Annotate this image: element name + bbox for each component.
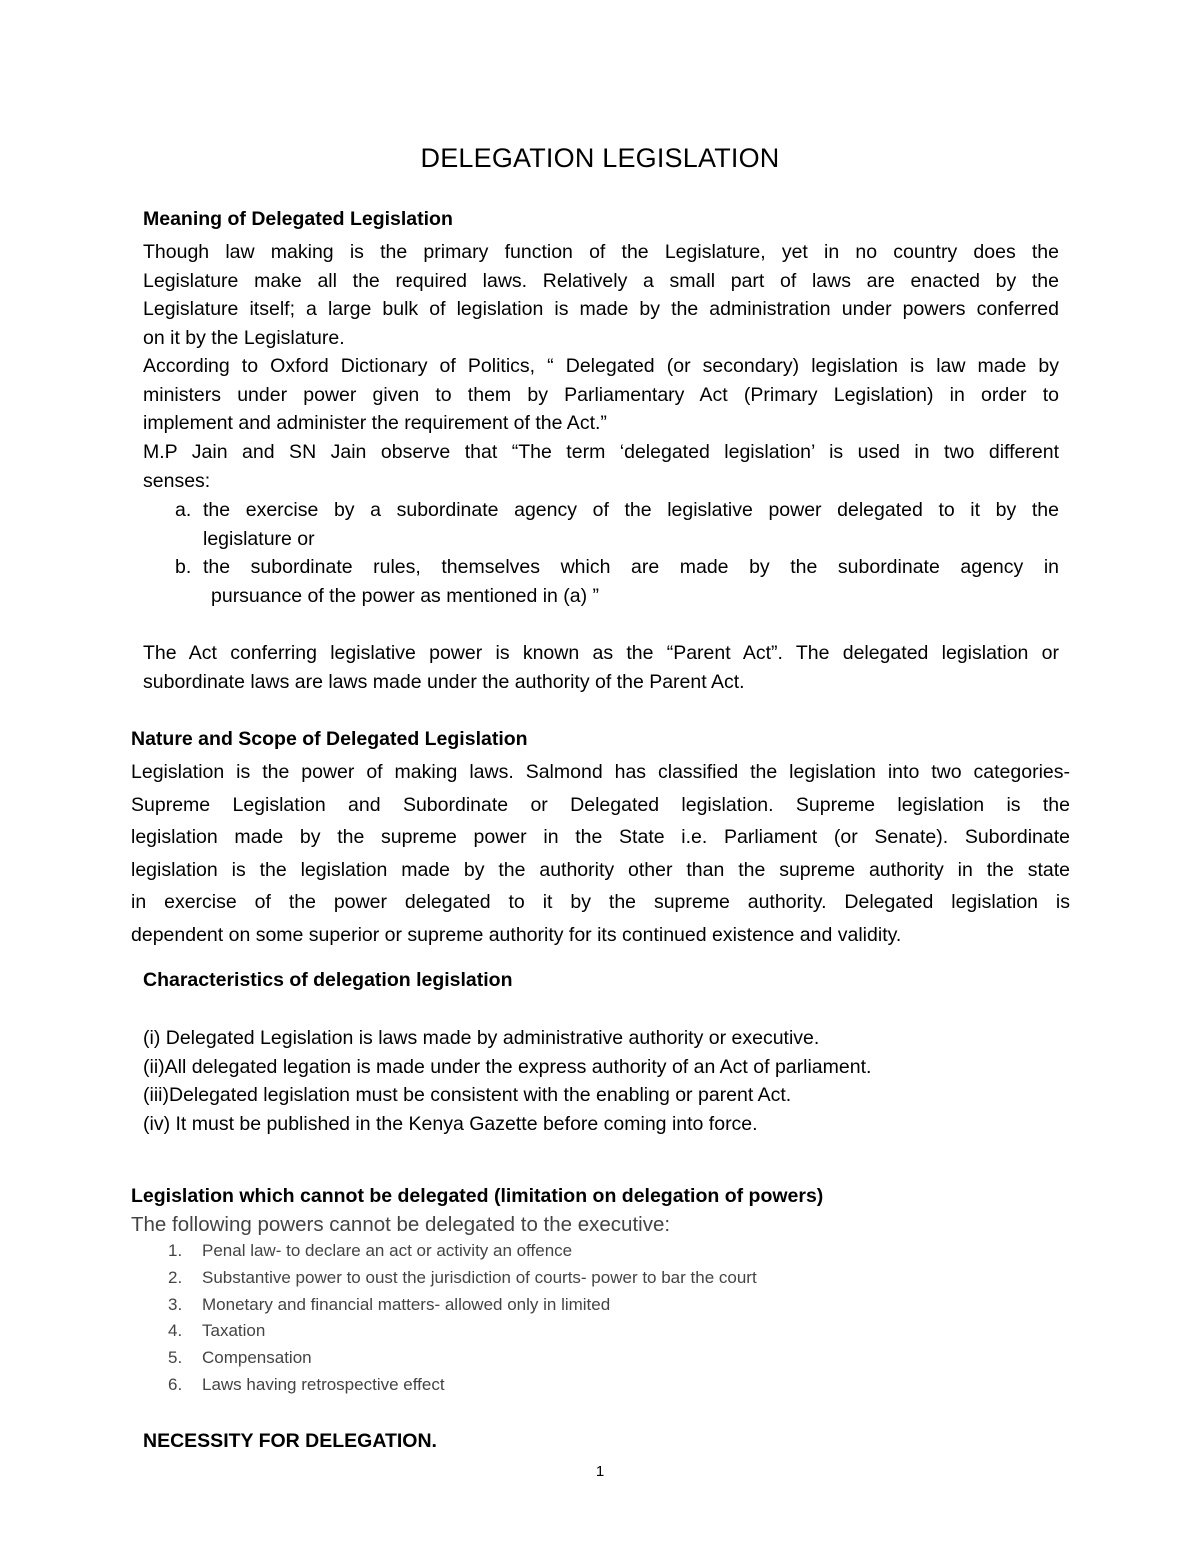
list-item [168,1268,928,1295]
list-marker: 5. [168,1348,183,1368]
text-line: According to Oxford Dictionary of Politics, “ Delegated (or secondary) legislation is law made by [143,355,1059,377]
list-marker: 6. [168,1374,183,1394]
heading-nature-scope: Nature and Scope of Delegated Legislation [131,728,528,750]
text-line: Legislature itself; a large bulk of legislation is made by the administration under powers conferred [143,298,1059,320]
list-item [203,553,1059,610]
text-line: pursuance of the power as mentioned in (a) ” [211,584,600,607]
limitation-list [168,1241,928,1402]
paragraph-parent-act [143,639,1059,696]
text-line: Legislature make all the required laws. Relatively a small part of laws are enacted by the [143,269,1059,292]
heading-characteristics: Characteristics of delegation legislation [143,969,513,991]
page-number: 1 [595,1463,605,1480]
list-item [168,1375,928,1402]
list-item: (iii)Delegated legislation must be consistent with the enabling or parent Act. [143,1084,792,1106]
document-title: DELEGATION LEGISLATION [420,143,780,173]
list-text: Monetary and financial matters- allowed only in limited [202,1294,611,1314]
list-item [203,496,1059,553]
text-line: legislation is the legislation made by the authority other than the supreme authority in the state [131,858,1070,881]
paragraph-nature-scope [131,756,1070,951]
list-item [168,1321,928,1348]
text-line: the exercise by a subordinate agency of the legislative power delegated to it by the [203,499,1059,521]
heading-meaning: Meaning of Delegated Legislation [143,208,453,230]
list-text: Compensation [202,1348,312,1368]
list-marker: 3. [168,1294,183,1314]
text-line: M.P Jain and SN Jain observe that “The term ‘delegated legislation’ is used in two different [143,441,1059,463]
characteristics-list [143,1024,1063,1138]
paragraph-meaning-2 [143,352,1059,438]
text-line: legislation made by the supreme power in the State i.e. Parliament (or Senate). Subordinate [131,826,1070,848]
text-line: Though law making is the primary function of the Legislature, yet in no country does the [143,241,1059,263]
paragraph-meaning-3 [143,438,1059,495]
list-text: Penal law- to declare an act or activity an offence [202,1241,573,1260]
text-line: senses: [143,469,211,492]
list-item [168,1295,928,1322]
list-marker: 1. [168,1241,183,1260]
list-text: Taxation [202,1321,266,1341]
list-marker: 4. [168,1321,183,1341]
list-item [168,1241,928,1268]
list-item: (iv) It must be published in the Kenya Gazette before coming into force. [143,1112,758,1135]
limitation-intro: The following powers cannot be delegated to the executive: [131,1213,671,1236]
list-marker: a. [175,499,192,521]
text-line: subordinate laws are laws made under the authority of the Parent Act. [143,670,745,693]
list-item: (i) Delegated Legislation is laws made by administrative authority or executive. [143,1027,820,1049]
text-line: implement and administer the requirement of the Act.” [143,412,607,434]
text-line: Supreme Legislation and Subordinate or Delegated legislation. Supreme legislation is the [131,793,1070,816]
heading-necessity: NECESSITY FOR DELEGATION. [143,1430,437,1452]
text-line: ministers under power given to them by Parliamentary Act (Primary Legislation) in order to [143,383,1059,406]
list-text: Substantive power to oust the jurisdiction of courts- power to bar the court [202,1267,757,1287]
text-line: The Act conferring legislative power is known as the “Parent Act”. The delegated legislation or [143,642,1059,664]
text-line: the subordinate rules, themselves which are made by the subordinate agency in [203,556,1059,578]
paragraph-meaning-1 [143,238,1059,352]
heading-limitation: Legislation which cannot be delegated (limitation on delegation of powers) [131,1185,824,1207]
list-item [168,1348,928,1375]
text-line: in exercise of the power delegated to it by the supreme authority. Delegated legislation is [131,891,1070,913]
text-line: dependent on some superior or supreme authority for its continued existence and validity. [131,923,902,946]
text-line: on it by the Legislature. [143,326,345,349]
text-line: Legislation is the power of making laws. Salmond has classified the legislation into two categories- [131,761,1070,783]
list-text: Laws having retrospective effect [202,1374,445,1394]
list-item: (ii)All delegated legation is made under the express authority of an Act of parliament. [143,1055,872,1078]
text-line: legislature or [203,527,315,550]
list-marker: b. [175,556,192,578]
list-marker: 2. [168,1267,183,1287]
